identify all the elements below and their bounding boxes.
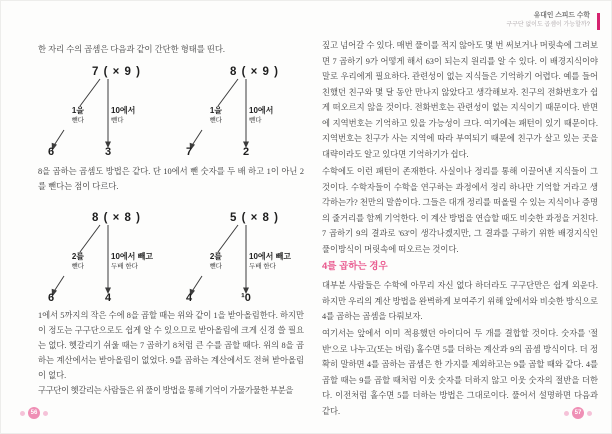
body-paragraph: 짚고 넘어갈 수 있다. 매번 풀이를 적지 않아도 몇 번 써보거나 머릿속에 그려보면 7 곱하기 9가 어떻게 해서 63이 되는지 원리를 알 수 있다. 이 배경지식이야말로 우리에게 필요하다. 관련성이 없는 지식들은 기억하기 어렵다. 예를 들어 친했던 친구와 몇 달 동안 만나지 않았다고 생각해보자. 친구의 전화번호가 쉽게 떠오르지 않을 것이다. 전화번호는 관련성이 없는 지식이기 때문이다. 반면에 지역번호는 기억하고 있을 가능성이 크다. 여기에는 패턴이 있기 때문이다. 지역번호는 친구가 사는 지역에 따라 부여되기 때문에 친구가 살고 있는 곳을 대략이라도 알고 있다면 기억하기가 쉽다. xyxy=(322,41,598,159)
deco-dot-icon xyxy=(564,411,569,416)
multiplication-diagram-8x9 xyxy=(184,66,324,164)
diagram-result-right-digit: ¹0 xyxy=(241,292,251,304)
section-heading: 4를 곱하는 경우 xyxy=(322,261,388,272)
diagram-right-rule-label: 10에서 뺀다 xyxy=(111,106,136,124)
multiplication-diagram-5x8 xyxy=(184,212,324,310)
diagram-expression: 8 ( × 9 ) xyxy=(230,66,279,78)
diagram-left-rule-label: 1을 뺀다 xyxy=(71,106,84,124)
book-title: 유대인 스피드 수학 xyxy=(533,12,590,19)
left-page xyxy=(38,40,304,420)
diagram-right-rule-label: 10에서 뺀다 xyxy=(249,106,274,124)
deco-dot-icon xyxy=(587,411,592,416)
intro-paragraph: 한 자리 수의 곱셈은 다음과 같이 간단한 형태를 띤다. xyxy=(38,45,225,54)
diagram-right-rule-label: 10에서 빼고 두배 한다 xyxy=(249,252,292,270)
page-number-left xyxy=(20,407,48,419)
header-accent-bar xyxy=(597,13,600,30)
diagram-left-rule-label: 2를 뺀다 xyxy=(209,252,222,270)
diagram-result-right-digit: 2 xyxy=(242,146,250,158)
diagram-result-left-digit: 7 xyxy=(186,146,193,158)
diagram-right-rule-label: 10에서 빼고 두배 한다 xyxy=(111,252,154,270)
chapter-title: 구구단 없이도 곱셈이 가능할까? xyxy=(506,22,590,28)
rule-paragraph: 8을 곱하는 곱셈도 방법은 같다. 단 10에서 뺀 숫자를 두 배 하고 1이 아닌 2를 뺀다는 점이 다르다. xyxy=(38,167,304,191)
running-header xyxy=(380,12,600,34)
diagram-result-left-digit: 6 xyxy=(48,146,55,158)
deco-dot-icon xyxy=(43,411,48,416)
multiplication-diagram-8x8 xyxy=(46,212,186,310)
diagram-result-right-digit: 3 xyxy=(104,146,112,158)
diagram-expression: 5 ( × 8 ) xyxy=(230,212,279,224)
diagram-expression: 8 ( × 8 ) xyxy=(92,212,141,224)
diagram-result-right-digit: 4 xyxy=(104,292,112,304)
right-page xyxy=(322,12,600,426)
page-number-badge: 57 xyxy=(572,407,584,419)
body-paragraph: 여기서는 앞에서 이미 적용했던 아이디어 두 개를 결합할 것이다. 숫자를 '절반'으로 나누고(또는 버림) 홀수면 5를 더하는 계산과 9의 곱셈 방식이다. 더 정확히 말하면 4를 곱하는 곱셈은 한 가지를 제외하고는 9를 곱할 때와 같다. 4를 곱할 때는 9를 곱할 때처럼 이웃 숫자를 더하지 않고 이웃 숫자의 절반을 더한다. 이전처럼 홀수면 5를 더하는 방법은 그대로이다. 풀어서 설명하면 다음과 같다. xyxy=(322,329,598,416)
body-paragraph: 대부분 사람들은 수학에 아무리 자신 없다 하더라도 구구단만은 쉽게 외운다. 하지만 우리의 계산 방법을 완벽하게 보여주기 위해 앞에서와 비슷한 방식으로 4를 곱하는 곱셈을 다뤄보자. xyxy=(322,281,598,321)
diagram-left-rule-label: 1을 뺀다 xyxy=(209,106,222,124)
diagram-left-rule-label: 2를 뺀다 xyxy=(71,252,84,270)
body-paragraph: 1에서 5까지의 작은 수에 8을 곱할 때는 위와 같이 1을 받아올림한다. 하지만 이 정도는 구구단으로도 쉽게 알 수 있으므로 받아올림에 크게 신경 쓸 필요는 없다. 헷갈리기 쉬울 때는 7 곱하기 8처럼 큰 수를 곱할 때다. 위의 8을 곱하는 계산에서는 받아올림이 없었다. 9를 곱하는 계산에서도 전혀 받아올림이 없다. xyxy=(38,311,304,380)
running-header-text xyxy=(506,12,590,29)
diagram-result-left-digit: 6 xyxy=(48,292,55,304)
page-number-right xyxy=(564,407,592,419)
diagram-result-left-digit: 4 xyxy=(186,292,193,304)
page-number-badge: 56 xyxy=(28,407,40,419)
body-paragraph: 수학에도 이런 패턴이 존재한다. 사실이나 정리를 통해 이끌어낸 지식들이 그것이다. 수학자들이 수학을 연구하는 과정에서 정리 하나만 기억할 거라고 생각하는가? 천만의 말씀이다. 그들은 대개 정리를 떠올릴 수 있는 지식이나 증명의 줄거리를 함께 기억한다. 이 계산 방법을 연습할 때도 비슷한 과정을 거친다. 7 곱하기 9의 결과로 '63'이 생각나겠지만, 그 결과를 구하기 위한 배경지식인 풀이방식이 머릿속에 떠오르는 것이다. xyxy=(322,167,598,254)
multiplication-diagram-7x9 xyxy=(46,66,186,164)
diagram-expression: 7 ( × 9 ) xyxy=(92,66,141,78)
deco-dot-icon xyxy=(20,411,25,416)
body-paragraph: 구구단이 헷갈리는 사람들은 위 풀이 방법을 통해 기억이 가물가물한 부분을 xyxy=(38,386,294,395)
